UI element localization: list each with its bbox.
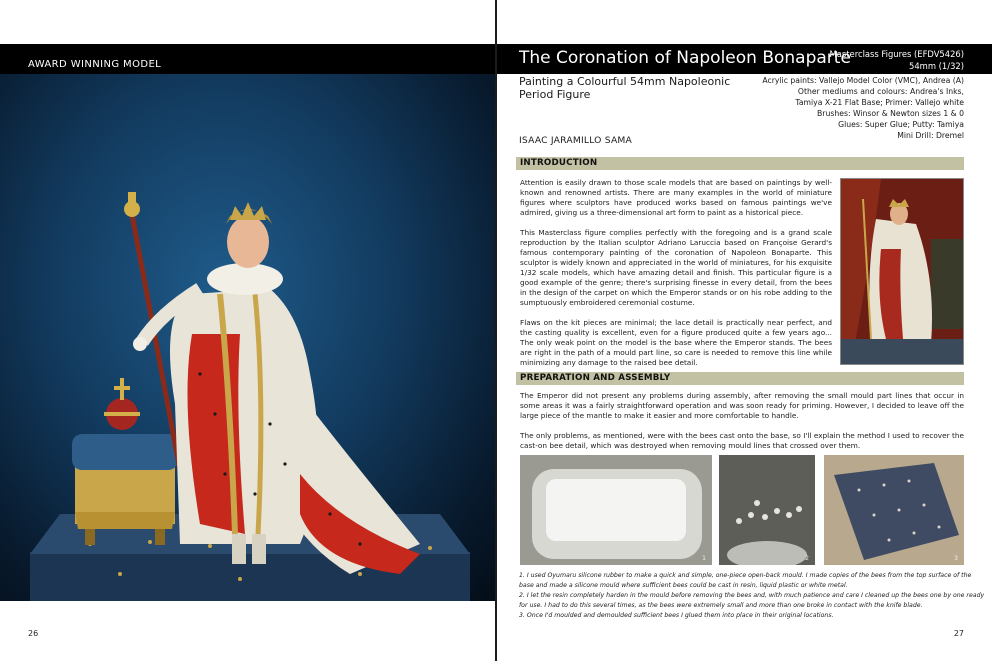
- caption-line: 1. I used Oyumaru silicone rubber to make a quick and simple, one-piece open-back mould. I made copies of the bees from the top surface of the: [519, 572, 972, 579]
- preparation-heading-bar: [516, 372, 964, 385]
- intro-paragraph-2: This Masterclass figure complies perfectly with the foregoing and is a grand scale reproduction by the Italian sculptor Adriano Laruccia based on Françoise Gerard's famous contemporary painting of the coronation of Napoleon Bonaparte. This sculptor is widely known and appreciated in the world of miniatures, for his exquisite 1/32 scale models, which have amazing detail and finish. This particular figure is a good example of the genre; there's surprising finesse in every detail, from the bees in the design of the carpet on which the Emperor stands or on his robe adding to the sumptuously embroidered ceremonial costume.: [520, 228, 832, 307]
- photo-silicone-mould: [520, 455, 712, 565]
- kit-info: [830, 48, 964, 72]
- photo-number: 2: [805, 555, 809, 562]
- caption-line: base and made a silicone mould where sufficient bees could be cast in resin, liquid plastic or white metal.: [519, 582, 848, 589]
- author-name: ISAAC JARAMILLO SAMA: [519, 135, 633, 146]
- materials-line: Brushes: Winsor & Newton sizes 1 & 0: [817, 109, 964, 118]
- photo-resin-bees: [719, 455, 815, 565]
- intro-paragraph-3: Flaws on the kit pieces are minimal; the lace detail is practically near perfect, and the casting quality is excellent, even for a figure produced quite a few years ago... The only weak point on the model is the base where the Emperor stands. The bees are right in the path of a mould part line, so care is needed to remove this line while minimizing any damage to the raised bee detail.: [520, 318, 832, 367]
- figure-photo: [0, 74, 495, 601]
- photo-number: 1: [702, 555, 706, 562]
- intro-paragraph-1: Attention is easily drawn to those scale models that are based on paintings by well-known and renowned artists. There are many examples in the world of miniature figures where sculptors have produced works based on famous paintings we've admired, giving us a three-dimensional art form to paint as a historical piece.: [520, 178, 832, 217]
- article-title: The Coronation of Napoleon Bonaparte: [519, 48, 851, 68]
- mould-illustration: [520, 455, 712, 565]
- materials-line: Mini Drill: Dremel: [897, 131, 964, 140]
- painting-illustration: [841, 179, 963, 364]
- title-banner: [497, 44, 992, 74]
- napoleon-figure-illustration: [0, 74, 495, 601]
- kit-scale: 54mm (1/32): [909, 61, 964, 71]
- prep-paragraph-2: The only problems, as mentioned, were with the bees cast onto the base, so I'll explain the method I used to recover the cast-on bee detail, which was destroyed when removing mould lines that crossed over them.: [520, 431, 964, 450]
- caption-line: 2. I let the resin completely harden in the mould before removing the bees and, with much patience and care I cleaned up the bees one by one ready: [519, 592, 985, 599]
- article-subtitle: [519, 75, 749, 101]
- introduction-heading-bar: [516, 157, 964, 170]
- prep-paragraph-1: The Emperor did not present any problems during assembly, after removing the small mould part lines that occur in some areas it was a fairly straightforward operation and was soon ready for priming. However, I decided to leave off the large piece of the mantle to make it easier and more comfortable to handle.: [520, 391, 964, 420]
- materials-line: Glues: Super Glue; Putty: Tamiya: [838, 120, 964, 129]
- page-number-left: 26: [28, 629, 39, 638]
- materials-line: Tamiya X-21 Flat Base; Primer: Vallejo white: [795, 98, 964, 107]
- subtitle-line: Period Figure: [519, 88, 591, 101]
- bees-illustration: [719, 455, 815, 565]
- left-banner: [0, 44, 495, 74]
- reference-painting: [840, 178, 964, 365]
- right-page: [497, 0, 992, 661]
- banner-label: AWARD WINNING MODEL: [28, 59, 162, 70]
- caption-line: 3. Once I'd moulded and demoulded sufficient bees I glued them into place in their original locations.: [519, 612, 834, 619]
- materials-line: Acrylic paints: Vallejo Model Color (VMC), Andrea (A): [762, 76, 964, 85]
- introduction-heading: INTRODUCTION: [520, 158, 598, 168]
- subtitle-line: Painting a Colourful 54mm Napoleonic: [519, 75, 731, 88]
- photo-base-with-bees: [824, 455, 964, 565]
- page-number-right: 27: [953, 629, 964, 638]
- left-page: [0, 0, 495, 661]
- materials-line: Other mediums and colours: Andrea's Inks,: [797, 87, 964, 96]
- preparation-heading: PREPARATION AND ASSEMBLY: [520, 373, 671, 383]
- photo-number: 3: [954, 555, 958, 562]
- photo-captions: [519, 571, 985, 621]
- kit-name: Masterclass Figures (EFDV5426): [829, 49, 964, 59]
- caption-line: for use. I had to do this several times, as the bees were extremely small and more than one broke in contact with the knife blade.: [519, 602, 923, 609]
- materials-list: [724, 75, 964, 141]
- base-illustration: [824, 455, 964, 565]
